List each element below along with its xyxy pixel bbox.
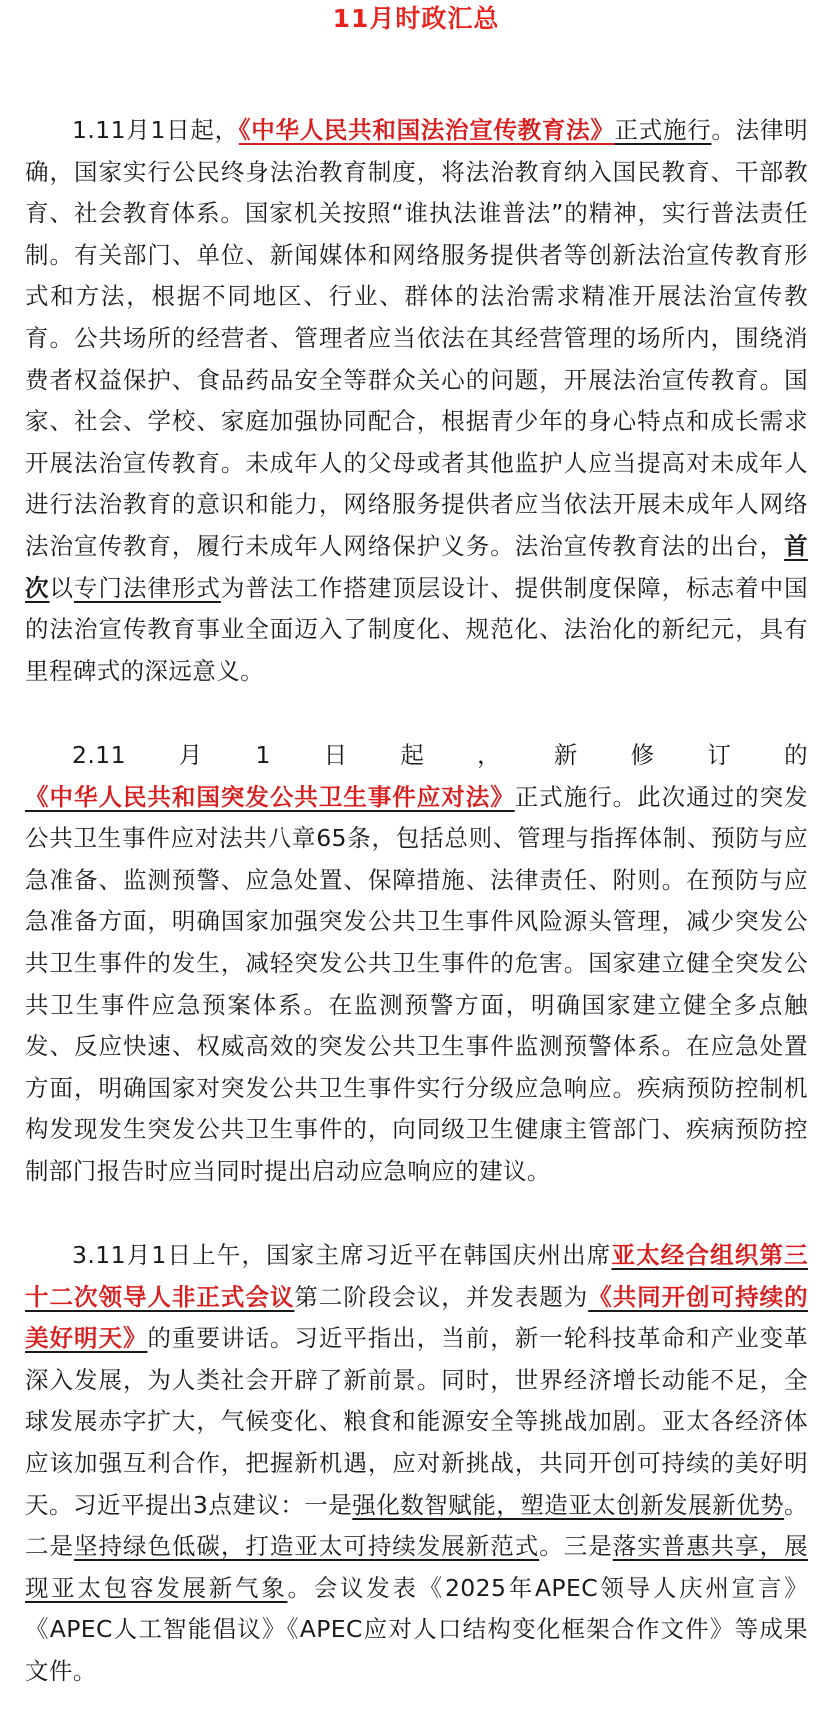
- item-1-enforce: 正式施行: [614, 116, 712, 144]
- item-1-lead: 1.11月1日起，: [72, 116, 239, 144]
- item-1-law-title: 《中华人民共和国法治宣传教育法》: [238, 116, 615, 144]
- item-3-body-d: 。三是: [539, 1532, 613, 1561]
- item-1-body-a: 。法律明确，国家实行公民终身法治教育制度，将法治教育纳入国民教育、干部教育、社会教育体系。国家机关按照“谁执法谁普法”的精神，实行普法责任制。有关部门、单位、新闻媒体和网络服务提供者等创新法治宣传教育形式和方法，根据不同地区、行业、群体的法治需求精准开展法治宣传教育。公共场所的经营者、管理者应当依法在其经营管理的场所内，围绕消费者权益保护、食品药品安全等群众关心的问题，开展法治宣传教育。国家、社会、学校、家庭加强协同配合，根据青少年的身心特点和成长需求开展法治宣传教育。未成年人的父母或者其他监护人应当提高对未成年人进行法治教育的意识和能力，网络服务提供者应当依法开展未成年人网络法治宣传教育，履行未成年人网络保护义务。法治宣传教育法的出台，: [25, 116, 808, 560]
- item-3-body-c: 。二是: [25, 1490, 808, 1561]
- news-item-2: [25, 735, 808, 1193]
- item-1-body-b: 以: [49, 573, 74, 602]
- item-2-body-a: 正式施行。此次通过的突发公共卫生事件应对法共八章65条，包括总则、管理与指挥体制、预防与应急准备、监测预警、应急处置、保障措施、法律责任、附则。在预防与应急准备方面，明确国家加强突发公共卫生事件风险源头管理，减少突发公共卫生事件的发生，减轻突发公共卫生事件的危害。国家建立健全突发公共卫生事件应急预案体系。在监测预警方面，明确国家建立健全多点触发、反应快速、权威高效的突发公共卫生事件监测预警体系。在应急处置方面，明确国家对突发公共卫生事件实行分级应急响应。疾病预防控制机构发现发生突发公共卫生事件的，向同级卫生健康主管部门、疾病预防控制部门报告时应当同时提出启动应急响应的建议。: [25, 782, 808, 1185]
- item-3-speech-title: 《共同开创可持续的美好明天》: [25, 1282, 808, 1353]
- item-3-body-a: 第二阶段会议，并发表题为: [294, 1282, 589, 1311]
- item-3-lead: 3.11月1日上午，国家主席习近平在韩国庆州出席: [72, 1241, 612, 1269]
- item-3-suggestion-3: 落实普惠共享，展现亚太包容发展新气象: [25, 1532, 809, 1602]
- item-1-body-c: 为普法工作搭建顶层设计、提供制度保障，标志着中国的法治宣传教育事业全面迈入了制度化、规范化、法治化的新纪元，具有里程碑式的深远意义。: [25, 573, 809, 685]
- item-3-body-b: 的重要讲话。习近平指出，当前，新一轮科技革命和产业变革深入发展，为人类社会开辟了新前景。同时，世界经济增长动能不足，全球发展赤字扩大，气候变化、粮食和能源安全等挑战加剧。亚太各经济体应该加强互利合作，把握新机遇，应对新挑战，共同开创可持续的美好明天。习近平提出3点建议：一是: [25, 1324, 808, 1519]
- item-1-special-form: 专门法律形式: [74, 573, 221, 602]
- item-2-law-title: 《中华人民共和国突发公共卫生事件应对法》: [25, 782, 515, 811]
- news-item-1: [25, 110, 808, 692]
- item-3-body-e: 。会议发表《2025年APEC领导人庆州宣言》《APEC人工智能倡议》《APEC应对人口结构变化框架合作文件》等成果文件。: [25, 1573, 809, 1685]
- page-title: 11月时政汇总: [332, 4, 500, 33]
- item-1-first: 首次: [25, 531, 808, 602]
- news-item-3: [25, 1235, 808, 1693]
- item-2-lead: 2.11月1日起，新修订的: [72, 741, 808, 769]
- item-3-meeting: 亚太经合组织第三十二次领导人非正式会议: [25, 1241, 809, 1311]
- item-3-suggestion-1: 强化数智赋能，塑造亚太创新发展新优势: [352, 1490, 785, 1519]
- item-3-suggestion-2: 坚持绿色低碳，打造亚太可持续发展新范式: [73, 1532, 540, 1561]
